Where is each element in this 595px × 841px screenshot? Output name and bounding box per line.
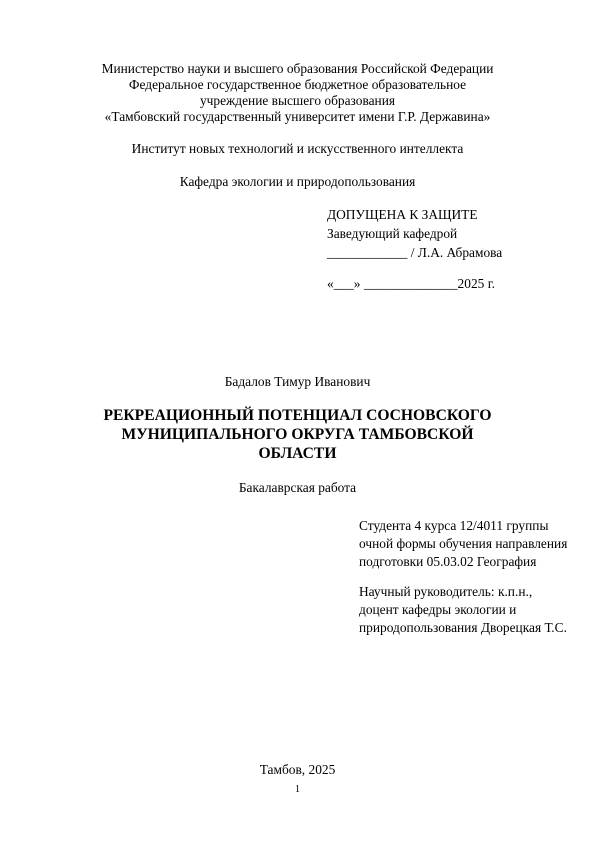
approval-date-line: «___» ______________2025 г. <box>327 276 496 291</box>
header-line: Федеральное государственное бюджетное образовательное <box>128 77 467 92</box>
title-line: МУНИЦИПАЛЬНОГО ОКРУГА ТАМБОВСКОЙ <box>121 426 474 443</box>
thesis-title <box>0 406 595 463</box>
city-year: Тамбов, 2025 <box>259 762 336 777</box>
author-name: Бадалов Тимур Иванович <box>224 374 371 389</box>
approval-role: Заведующий кафедрой <box>327 226 458 241</box>
student-info <box>359 517 567 571</box>
department-name: Кафедра экологии и природопользования <box>179 174 416 189</box>
institute-name: Институт новых технологий и искусственного интеллекта <box>131 141 464 156</box>
page-number: 1 <box>295 784 300 795</box>
work-type: Бакалаврская работа <box>238 480 357 495</box>
supervisor-line: доцент кафедры экологии и <box>359 602 517 617</box>
title-line: РЕКРЕАЦИОННЫЙ ПОТЕНЦИАЛ СОСНОВСКОГО <box>103 407 492 424</box>
approval-signature-line: ____________ / Л.А. Абрамова <box>327 245 503 260</box>
supervisor-line: Научный руководитель: к.п.н., <box>359 584 533 599</box>
header-line: «Тамбовский государственный университет имени Г.Р. Державина» <box>104 109 491 124</box>
student-line: Студента 4 курса 12/4011 группы <box>359 518 549 533</box>
supervisor-info <box>359 583 567 637</box>
supervisor-line: природопользования Дворецкая Т.С. <box>359 620 567 635</box>
header-line: Министерство науки и высшего образования Российской Федерации <box>101 61 494 76</box>
title-line: ОБЛАСТИ <box>258 445 337 462</box>
ministry-header <box>0 61 595 125</box>
student-line: очной формы обучения направления <box>359 536 568 551</box>
approval-heading: ДОПУЩЕНА К ЗАЩИТЕ <box>327 207 478 222</box>
header-line: учреждение высшего образования <box>199 93 396 108</box>
student-line: подготовки 05.03.02 География <box>359 554 537 569</box>
